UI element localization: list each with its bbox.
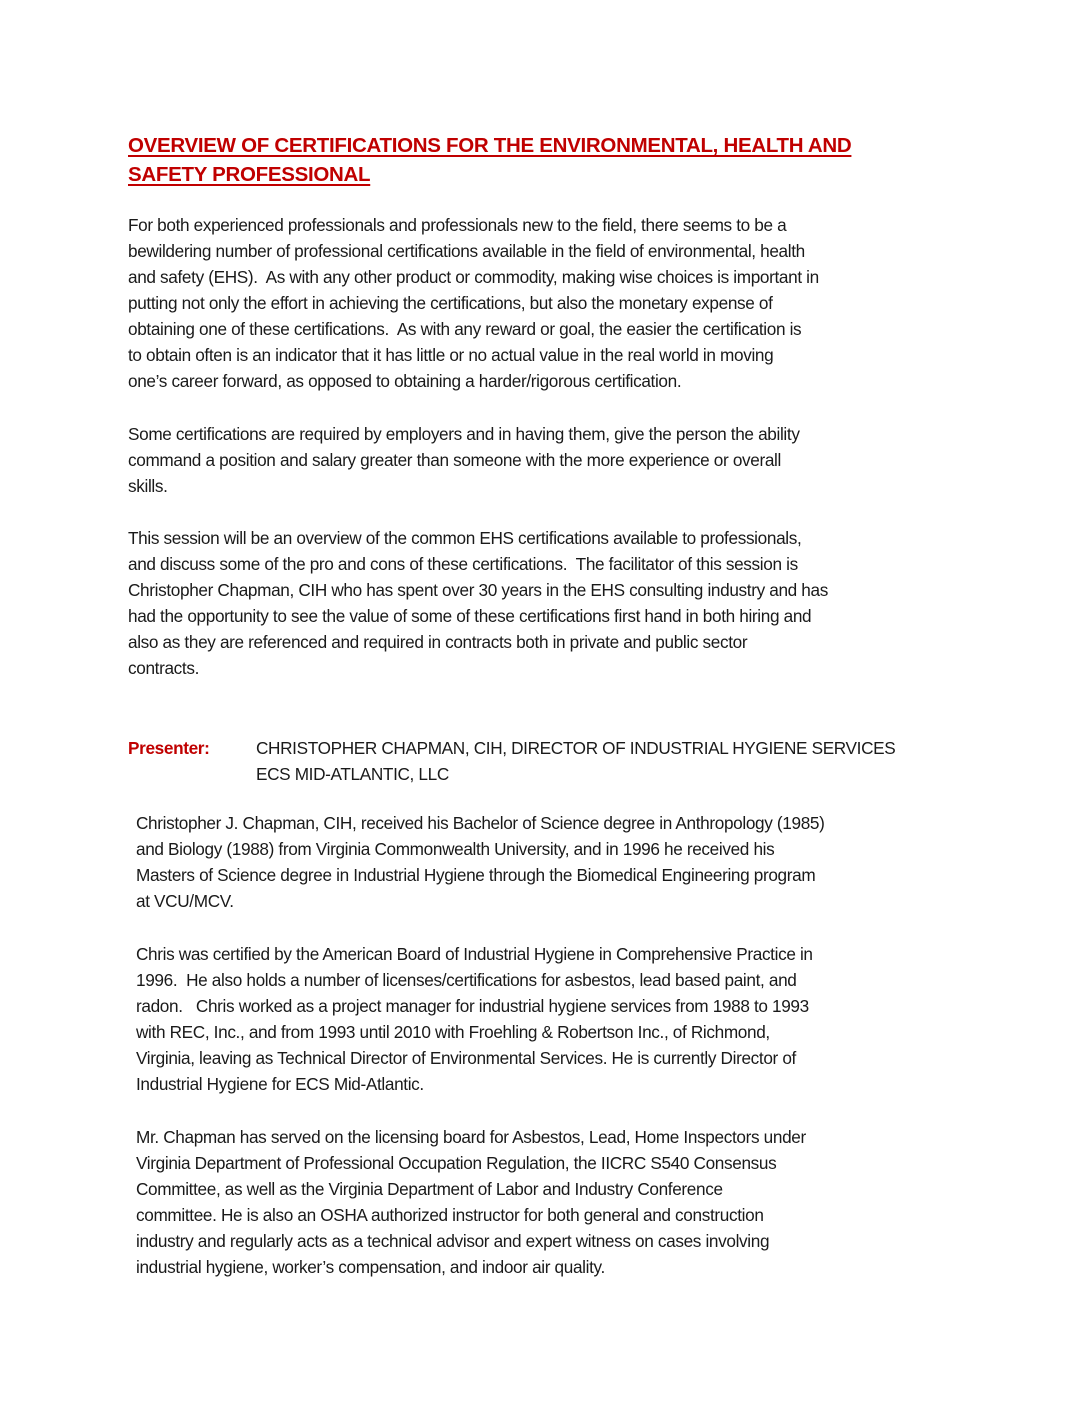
presenter-info xyxy=(256,735,895,787)
presenter-name-title: CHRISTOPHER CHAPMAN, CIH, DIRECTOR OF INDUSTRIAL HYGIENE SERVICES xyxy=(256,738,896,758)
text-line: contracts. xyxy=(128,658,200,678)
text-line: Virginia Department of Professional Occupation Regulation, the IICRC S540 Consensus xyxy=(136,1153,777,1173)
bio-paragraph-3 xyxy=(136,1124,966,1280)
text-line: to obtain often is an indicator that it has little or no actual value in the real world in moving xyxy=(128,345,774,365)
intro-paragraph-1 xyxy=(128,212,968,394)
text-line: Chris was certified by the American Board of Industrial Hygiene in Comprehensive Practice in xyxy=(136,944,813,964)
text-line: putting not only the effort in achieving the certifications, but also the monetary expense of xyxy=(128,293,773,313)
text-line: radon. Chris worked as a project manager for industrial hygiene services from 1988 to 1993 xyxy=(136,996,809,1016)
text-line: Mr. Chapman has served on the licensing board for Asbestos, Lead, Home Inspectors under xyxy=(136,1127,806,1147)
text-line: Virginia, leaving as Technical Director of Environmental Services. He is currently Director of xyxy=(136,1048,796,1068)
bio-paragraph-1 xyxy=(136,810,966,914)
text-line: skills. xyxy=(128,476,168,496)
text-line: Some certifications are required by employers and in having them, give the person the ability xyxy=(128,424,800,444)
text-line: bewildering number of professional certifications available in the field of environmental, health xyxy=(128,241,805,261)
text-line: For both experienced professionals and professionals new to the field, there seems to be a xyxy=(128,215,787,235)
text-line: committee. He is also an OSHA authorized instructor for both general and construction xyxy=(136,1205,764,1225)
title-line: SAFETY PROFESSIONAL xyxy=(128,163,371,186)
text-line: had the opportunity to see the value of some of these certifications first hand in both hiring and xyxy=(128,606,812,626)
intro-paragraph-2 xyxy=(128,421,968,499)
document-title xyxy=(128,131,948,189)
bio-paragraph-2 xyxy=(136,941,966,1097)
presenter-company: ECS MID-ATLANTIC, LLC xyxy=(256,764,449,784)
text-line: command a position and salary greater than someone with the more experience or overall xyxy=(128,450,781,470)
text-line: and safety (EHS). As with any other product or commodity, making wise choices is important in xyxy=(128,267,819,287)
text-line: Christopher Chapman, CIH who has spent over 30 years in the EHS consulting industry and has xyxy=(128,580,828,600)
text-line: at VCU/MCV. xyxy=(136,891,234,911)
text-line: and discuss some of the pro and cons of these certifications. The facilitator of this session is xyxy=(128,554,798,574)
text-line: This session will be an overview of the common EHS certifications available to professionals, xyxy=(128,528,802,548)
text-line: one’s career forward, as opposed to obtaining a harder/rigorous certification. xyxy=(128,371,682,391)
text-line: Christopher J. Chapman, CIH, received his Bachelor of Science degree in Anthropology (1985) xyxy=(136,813,825,833)
text-line: industrial hygiene, worker’s compensation, and indoor air quality. xyxy=(136,1257,605,1277)
text-line: industry and regularly acts as a technical advisor and expert witness on cases involving xyxy=(136,1231,770,1251)
text-line: Committee, as well as the Virginia Department of Labor and Industry Conference xyxy=(136,1179,723,1199)
presenter-label: Presenter: xyxy=(128,738,210,758)
text-line: Industrial Hygiene for ECS Mid-Atlantic. xyxy=(136,1074,424,1094)
text-line: obtaining one of these certifications. As with any reward or goal, the easier the certification is xyxy=(128,319,802,339)
text-line: also as they are referenced and required in contracts both in private and public sector xyxy=(128,632,748,652)
text-line: 1996. He also holds a number of licenses/certifications for asbestos, lead based paint, and xyxy=(136,970,797,990)
title-line: OVERVIEW OF CERTIFICATIONS FOR THE ENVIRONMENTAL, HEALTH AND xyxy=(128,134,852,157)
text-line: Masters of Science degree in Industrial Hygiene through the Biomedical Engineering program xyxy=(136,865,816,885)
text-line: with REC, Inc., and from 1993 until 2010 with Froehling & Robertson Inc., of Richmond, xyxy=(136,1022,770,1042)
intro-paragraph-3 xyxy=(128,525,968,681)
text-line: and Biology (1988) from Virginia Commonwealth University, and in 1996 he received his xyxy=(136,839,775,859)
